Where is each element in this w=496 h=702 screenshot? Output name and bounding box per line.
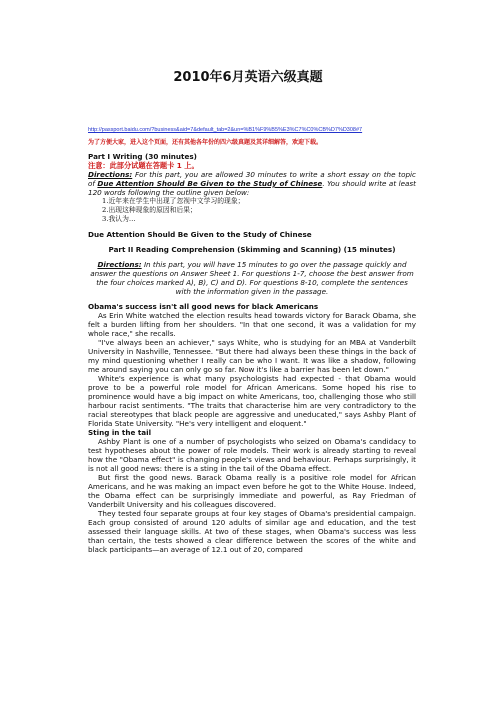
paragraph: As Erin White watched the election results head towards victory for Barack Obama, she felt a burden lifting from her shoulders. "In that one second, it was a validation for my whole race," she recalls.	[88, 311, 416, 338]
part1-directions-label: Directions:	[88, 170, 133, 179]
part2-title: Part II Reading Comprehension (Skimming and Scanning) (15 minutes)	[108, 245, 396, 254]
essay-title: Due Attention Should Be Given to the Study of Chinese	[88, 230, 312, 239]
outline-item: 3.我认为…	[102, 215, 136, 223]
outline-item: 1.近年来在学生中出现了忽视中文学习的现象；	[102, 197, 245, 205]
outline-item: 2.出现这种现象的原因和后果；	[102, 206, 197, 214]
part1-note: 注意：此部分试题在答题卡 1 上。	[88, 161, 199, 170]
paragraph: "I've always been an achiever," says White, who is studying for an MBA at Vanderbilt University in Nashville, Tennessee. "But there had always been these things in the back of my mind questioning whether I really can be who I want. It was like a shadow, following me around saying you can only go so far. Now it's like a barrier has been let down."	[88, 338, 416, 374]
part2-directions-label: Directions:	[97, 260, 142, 269]
paragraph: But first the good news. Barack Obama really is a positive role model for African Americans, and he was making an impact even before he got to the White House. Indeed, the Obama effect can be surprisingly immediate and powerful, as Ray Friedman of Vanderbilt University and his colleagues discovered.	[88, 473, 416, 509]
part1-topic: Due Attention Should Be Given to the Study of Chinese	[97, 179, 323, 188]
passage-title: Obama's success isn't all good news for black Americans	[88, 302, 319, 311]
part1-title: Part I Writing (30 minutes)	[88, 152, 197, 161]
document-title: 2010年6月英语六级真题	[173, 70, 323, 85]
document-body	[88, 152, 416, 554]
part1-directions	[88, 170, 416, 197]
part1-directions-text-a: For this part, you are allowed 30 minutes to write a short essay on the topic of	[88, 170, 416, 188]
part1-directions-text-b: . You should write at least 120 words following the outline given below:	[88, 179, 416, 197]
paragraph: White's experience is what many psychologists had expected - that Obama would prove to be a powerful role model for African Americans. Some hoped his rise to prominence would have a big impact on white Americans, too, challenging those who still harbour racist sentiments. "The traits that characterise him are very contradictory to the racial stereotypes that black people are aggressive and uneducated," says Ashby Plant of Florida State University. "He's very intelligent and eloquent."	[88, 374, 416, 428]
part2-directions	[88, 260, 416, 296]
subheading: Sting in the tail	[88, 428, 152, 437]
download-notice: 为了方便大家，进入这个页面，还有其他各年份的四六级真题及其详细解答，欢迎下载。	[88, 140, 323, 146]
part2-directions-text: In this part, you will have 15 minutes to go over the passage quickly and answer the questions on Answer Sheet 1. For questions 1-7, choose the best answer from the four choices marked A), B), C) and D). For questions 8-10, complete the sentences with the information given in the passage.	[90, 260, 414, 296]
download-link[interactable]: http://passport.baidu.com/?business&aid=7&default_tab=2&un=%B1%F9%B5%E3%C7%C0%CB%D7%D308#7	[88, 127, 363, 133]
paragraph: They tested four separate groups at four key stages of Obama's presidential campaign. Each group consisted of around 120 adults of similar age and education, and the test assessed their language skills. At two of these stages, when Obama's success was less than certain, the tests showed a clear difference between the scores of the white and black participants—an average of 12.1 out of 20, compared	[88, 509, 416, 554]
paragraph: Ashby Plant is one of a number of psychologists who seized on Obama's candidacy to test hypotheses about the power of role models. Their work is already starting to reveal how the "Obama effect" is changing people's views and behaviour. Perhaps surprisingly, it is not all good news: there is a sting in the tail of the Obama effect.	[88, 437, 416, 473]
